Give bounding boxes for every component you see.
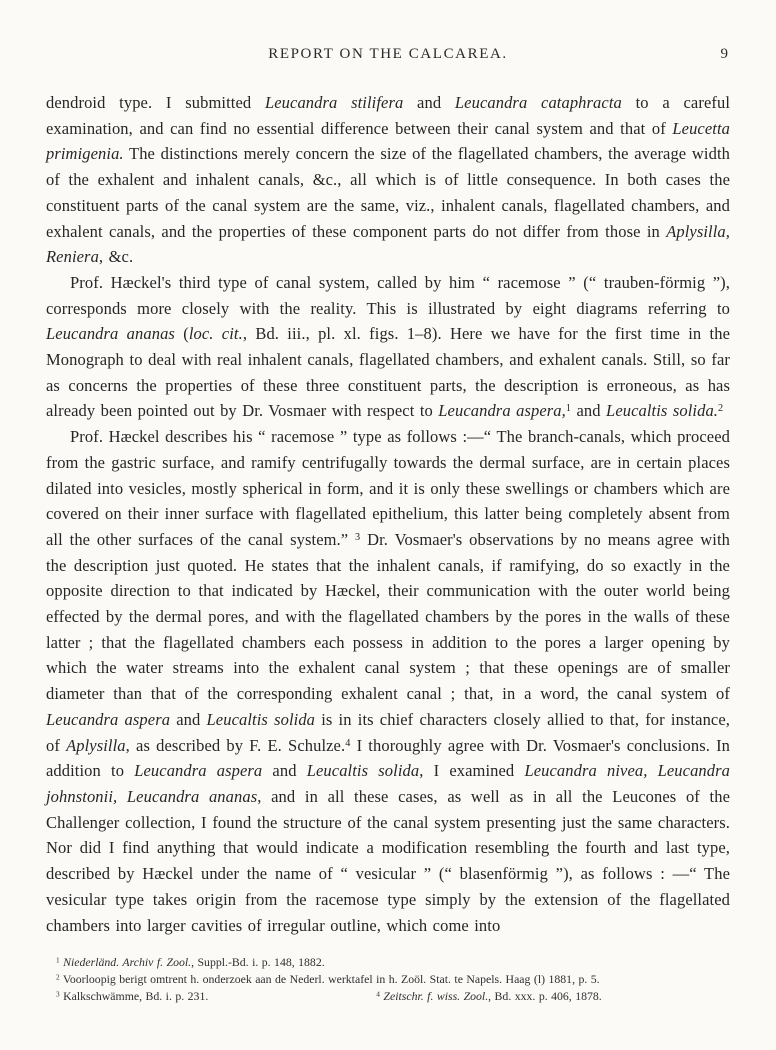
footnote-line-1	[46, 954, 730, 971]
text-segment: 1	[56, 955, 60, 965]
text-segment: , and in all these cases, as well as in all the Leucones of the Challenger collection, I found the structure of the canal system presenting just the same characters. Nor did I find anything that would indicate a modification resembling the fourth and last type, described by Hæckel under the name of “ vesicular ” (“ blasenförmig ”), as follows : —“ The vesicular type takes origin from the racemose type simply by the extension of the flagellated chambers into larger cavities of irregular outline, which come into	[46, 786, 731, 935]
text-segment: Leucandra aspera	[134, 761, 263, 781]
text-segment: 4	[376, 989, 380, 999]
text-segment: and	[262, 761, 307, 781]
text-segment: , Suppl.-Bd. i. p. 148, 1882.	[191, 955, 325, 970]
text-segment: The distinctions merely concern the size of the flagellated chambers, the average width of the exhalent and inhalent canals, &c., all which is of little consequence. In both cases the constituent parts of the canal system are the same, viz., inhalent canals, flagellated chambers, and exhalent canals, and the properties of these component parts do not differ from those in	[46, 144, 730, 241]
text-segment: Dr. Vosmaer's observations by no means agree with the description just quoted. He states that the inhalent canals, if ramifying, do so exactly in the opposite direction to that indicated by Hæckel, their communication with the outer world being effected by the dermal pores, and with the flagellated chambers by the pores in the walls of these latter ; that the flagellated chambers each possess in addition to the pores a larger opening by which the water streams into the exhalent canal system ; that these openings are of smaller diameter than that of the corresponding exhalent canal ; that, in a word, the canal system of	[46, 529, 730, 704]
page-header	[46, 46, 730, 68]
text-segment: is in its chief characters closely allied to that, for instance, of	[46, 709, 730, 755]
text-segment: (	[174, 324, 189, 344]
text-segment: , as described by F. E. Schulze.	[125, 735, 346, 755]
text-segment: Voorloopig berigt omtrent h. onderzoek aan de Nederl. werktafel in h. Zoöl. Stat. te Napels. Haag (l) 1881, p. 5.	[59, 972, 600, 987]
text-segment: loc. cit.	[188, 324, 243, 344]
running-title: REPORT ON THE CALCAREA.	[268, 46, 508, 62]
page-number: 9	[720, 46, 728, 62]
text-segment: and	[403, 93, 455, 112]
text-segment: Prof. Hæckel describes his “ racemose ” type as follows :—“ The branch-canals, which proceed from the gastric surface, and ramify centrifugally towards the dermal surface, are in certain places dilated into vesicles, mostly spherical in form, and it is only these swellings or chambers which are covered on their inner surface with flagellated epithelium, this latter being completely absent from all the other surfaces of the canal system.”	[46, 427, 730, 549]
paragraph-2	[46, 270, 730, 424]
paragraph-3	[46, 424, 730, 938]
text-segment: Prof. Hæckel's third type of canal system, called by him “ racemose ” (“ trauben-förmig ”), corresponds more closely with the reality. This is illustrated by eight diagrams referring to	[46, 272, 730, 318]
text-segment: Leucetta primigenia.	[46, 118, 730, 164]
paragraph-1	[46, 90, 730, 270]
text-segment: , Bd. iii., pl. xl. figs. 1–8). Here we have for the first time in the Monograph to deal with real inhalent canals, flagellated chambers, and exhalent canals. Still, so far as concerns the properties of these three constituent parts, the description is erroneous, as has already been pointed out by Dr. Vosmaer with respect to	[46, 324, 730, 421]
text-segment: , I examined	[419, 761, 525, 781]
text-segment: Leucaltis solida.	[606, 401, 719, 421]
text-segment: Aplysilla, Reniera,	[46, 221, 730, 267]
text-segment: &c.	[103, 247, 134, 267]
text-segment: and	[170, 709, 207, 729]
body-text	[46, 90, 730, 938]
text-segment: Kalkschwämme, Bd. i. p. 231.	[59, 989, 209, 1004]
text-segment: Leucandra ananas	[46, 324, 175, 344]
text-segment: Leucandra cataphracta	[454, 93, 622, 112]
text-segment: Niederländ. Archiv f. Zool.	[63, 955, 192, 970]
text-segment: 3	[56, 989, 60, 999]
footnote-line-2	[46, 971, 730, 988]
text-segment: , Bd. xxx. p. 406, 1878.	[488, 989, 602, 1004]
text-segment: Zeitschr. f. wiss. Zool.	[383, 989, 489, 1004]
text-segment: 3	[355, 531, 361, 543]
footnote-line-3	[46, 988, 730, 1005]
text-segment: Leucaltis solida	[306, 761, 420, 781]
text-segment: I thoroughly agree with Dr. Vosmaer's conclusions. In addition to	[46, 735, 731, 781]
text-segment: Leucandra stilifera	[264, 93, 404, 112]
text-segment: 1	[565, 403, 572, 415]
text-segment: Leucandra nivea, Leucandra johnstonii, Leucandra ananas	[46, 761, 730, 806]
text-segment: Aplysilla	[66, 735, 126, 755]
text-segment: 2	[718, 403, 724, 415]
text-segment: dendroid type. I submitted	[46, 93, 265, 112]
text-segment: and	[571, 401, 607, 421]
text-segment: Leucandra aspera,	[438, 401, 566, 421]
text-segment: 2	[56, 972, 60, 982]
text-segment: 4	[345, 737, 351, 749]
text-segment: Leucandra aspera	[46, 709, 171, 729]
footnotes	[46, 954, 730, 1005]
text-segment: Leucaltis solida	[206, 709, 316, 729]
text-segment: to a careful examination, and can find no essential difference between their canal system and that of	[46, 93, 731, 138]
